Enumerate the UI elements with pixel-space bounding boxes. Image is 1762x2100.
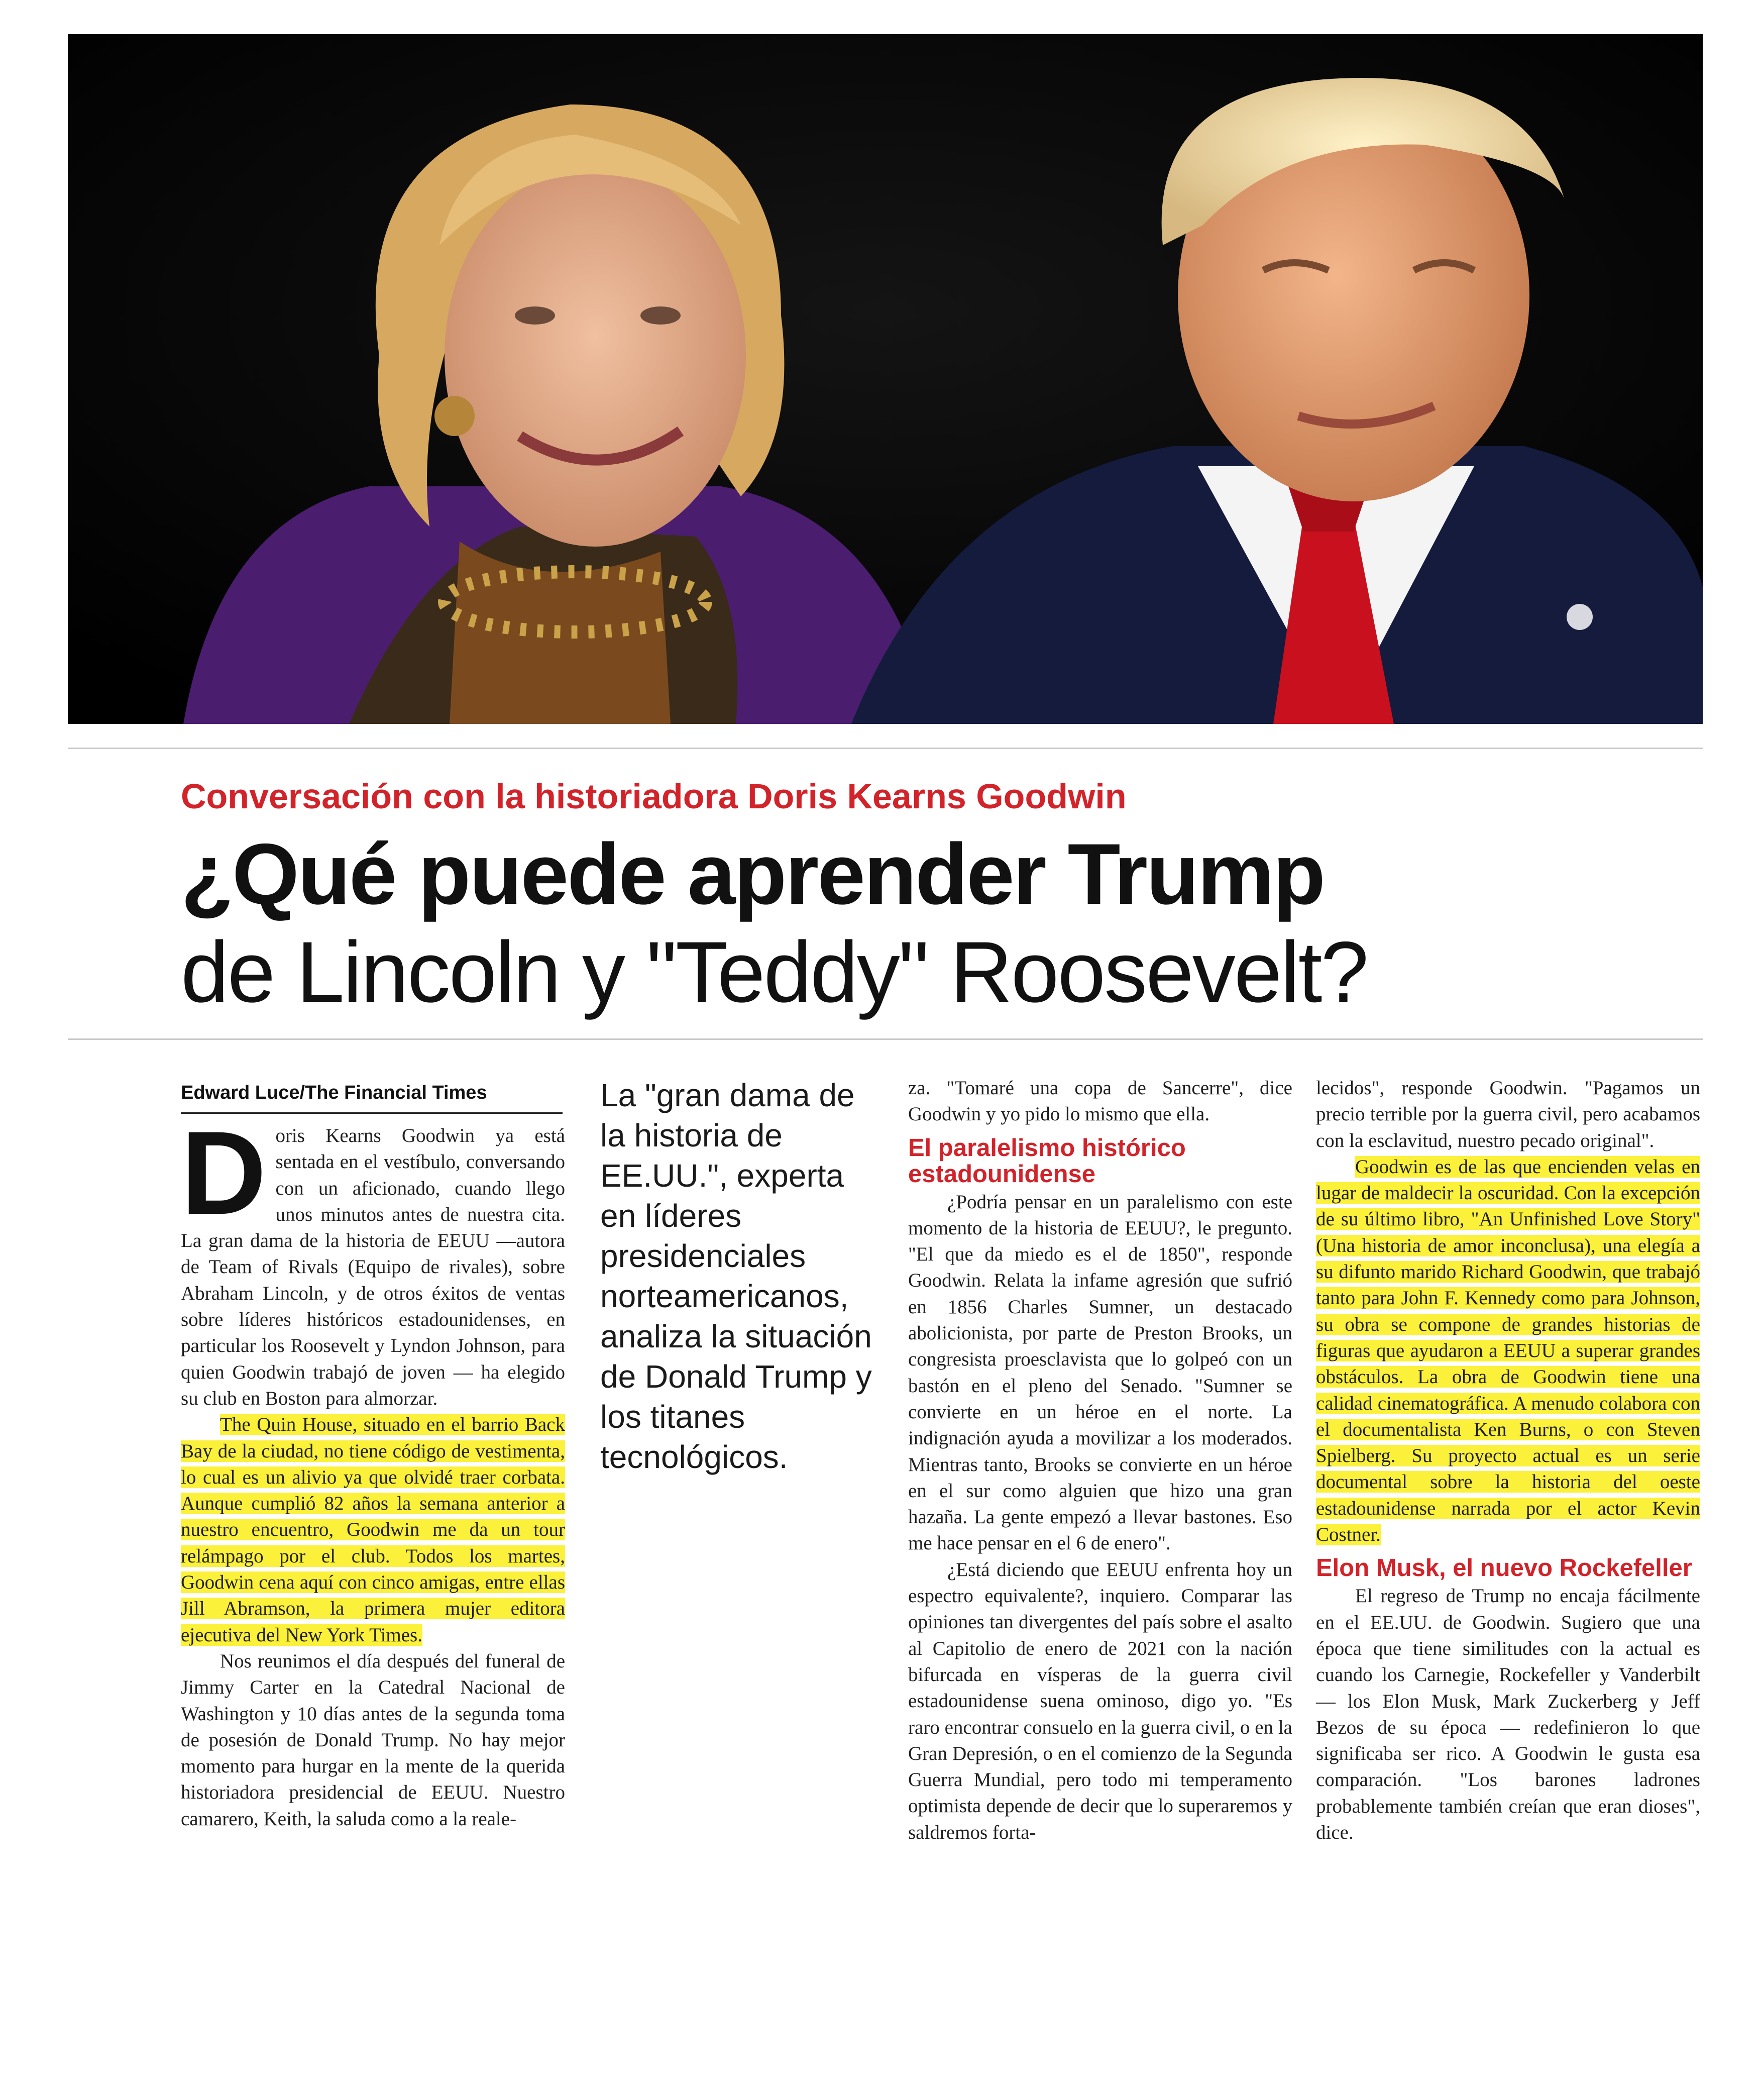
paragraph-highlighted: [181, 1412, 565, 1648]
article-headline-line-2: de Lincoln y "Teddy" Roosevelt?: [181, 924, 1368, 1020]
article-kicker: Conversación con la historiadora Doris Kearns Goodwin: [181, 777, 1127, 816]
pull-quote: La "gran dama de la historia de EE.UU.", experta en líderes presidenciales norteamericanos, analiza la situación de Donald Trump y los titanes tecnológicos.: [600, 1077, 872, 1475]
paragraph: [181, 1107, 565, 1412]
article-column-3: [908, 1075, 1292, 1846]
paragraph: ¿Podría pensar en un paralelismo con este momento de la historia de EEUU?, le pregunto. "El que da miedo es el de 1850", responde Goodwin. Relata la infame agresión que sufrió en 1856 Charles Sumner, un destacado abolicionista, por parte de Preston Brooks, un congresista proesclavista que lo golpeó con un bastón en el pleno del Senado. "Sumner se convierte en un héroe en el norte. La indignación ayuda a movilizar a los moderados. Mientras tanto, Brooks se convierte en un héroe en el sur como alguien que hizo una gran hazaña. La gente empezó a llevar bastones. Eso me hace pensar en el 6 de enero".: [908, 1191, 1292, 1554]
section-heading: El paralelismo histórico estadounidense: [908, 1134, 1186, 1188]
section-heading: Elon Musk, el nuevo Rockefeller: [1316, 1554, 1692, 1582]
highlighted-text: The Quin House, situado en el barrio Back Bay de la ciudad, no tiene código de vestimenta, lo cual es un alivio ya que olvidé traer corbata. Aunque cumplió 82 años la semana anterior a nuestro encuentro, Goodwin me da un tour relámpago por el club. Todos los martes, Goodwin cena aquí con cinco amigas, entre ellas Jill Abramson, la primera mujer editora ejecutiva del New York Times.: [181, 1414, 565, 1646]
byline: Edward Luce/The Financial Times: [181, 1080, 563, 1114]
paragraph: lecidos", responde Goodwin. "Pagamos un precio terrible por la guerra civil, pero acabamos con la esclavitud, nuestro pecado original".: [1316, 1077, 1700, 1151]
paragraph: El regreso de Trump no encaja fácilmente en el EE.UU. de Goodwin. Sugiero que una época que tiene similitudes con la actual es cuando los Carnegie, Rockefeller y Vanderbilt — los Elon Musk, Mark Zuckerberg y Jeff Bezos de su época — redefinieron lo que significaba ser rico. A Goodwin le gusta esa comparación. "Los barones ladrones probablemente también creían que eran dioses", dice.: [1316, 1585, 1700, 1844]
paragraph: ¿Está diciendo que EEUU enfrenta hoy un espectro equivalente?, inquiero. Comparar las opiniones tan divergentes del país sobre el asalto al Capitolio de enero de 2021 con la nación bifurcada en vísperas de la guerra civil estadounidense suena ominoso, digo yo. "Es raro encontrar consuelo en la guerra civil, o en la Gran Depresión, o en el comienzo de la Segunda Guerra Mundial, pero todo mi temperamento optimista depende de decir que lo superaremos y saldremos forta-: [908, 1558, 1292, 1843]
paragraph: Nos reunimos el día después del funeral de Jimmy Carter en la Catedral Nacional de Washington y 10 días antes de la segunda toma de posesión de Donald Trump. No hay mejor momento para hurgar en la mente de la querida historiadora presidencial de EEUU. Nuestro camarero, Keith, la saluda como a la reale-: [181, 1650, 565, 1830]
article-column-4: [1316, 1075, 1700, 1846]
paragraph-highlighted: [1316, 1154, 1700, 1548]
paragraph-text: oris Kearns Goodwin ya está sentada en el vestíbulo, conversando con un aficionado, cuando llego unos minutos antes de nuestra cita. La gran dama de la historia de EEUU —autora de Team of Rivals (Equipo de rivales), sobre Abraham Lincoln, y de otros éxitos de ventas sobre líderes históricos estadounidenses, en particular los Roosevelt y Lyndon Johnson, para quien Goodwin trabajó de joven — ha elegido su club en Boston para almorzar.: [181, 1125, 565, 1409]
top-rule: [68, 748, 1703, 749]
portrait-photo: [68, 34, 1703, 724]
drop-cap: D: [181, 1107, 267, 1239]
article-column-1: [181, 1107, 565, 1832]
headline-rule: [68, 1038, 1703, 1040]
header-photo: [68, 34, 1703, 724]
highlighted-text: Goodwin es de las que encienden velas en lugar de maldecir la oscuridad. Con la excepción de su último libro, "An Unfinished Love Story" (Una historia de amor inconclusa), una elegía a su difunto marido Richard Goodwin, que trabajó tanto para John F. Kennedy como para Johnson, su obra se compone de grandes historias de figuras que ayudaron a EEUU a superar grandes obstáculos. La obra de Goodwin tiene una calidad cinematográfica. A menudo colabora con el documentalista Ken Burns, o con Steven Spielberg. Su proyecto actual es un serie documental sobre la historia del oeste estadounidense narrada por el actor Kevin Costner.: [1316, 1156, 1700, 1546]
article-headline-line-1: ¿Qué puede aprender Trump: [181, 826, 1325, 922]
paragraph: za. "Tomaré una copa de Sancerre", dice Goodwin y yo pido lo mismo que ella.: [908, 1077, 1292, 1125]
